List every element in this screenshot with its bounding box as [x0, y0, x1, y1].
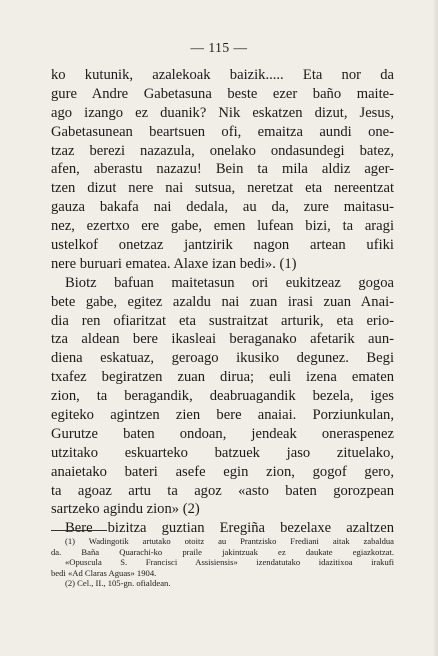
text-line: gure Andre Gabetasuna beste ezer baño maite- — [51, 85, 394, 102]
text-line: tzen dizut nere nai sutsua, neretzat eta nereentzat — [51, 180, 394, 197]
text-line: egiteko agintzen zien bere anaiai. Porziunkulan, — [51, 407, 394, 424]
body-text — [51, 66, 394, 538]
text-line: gauza bakafa nai dedala, au da, zure maitasu- — [51, 199, 394, 216]
text-line: Bere bizitza guztian Eregiña bezelaxe azaltzen — [65, 520, 394, 537]
text-line: Gurutze baten ondoan, jendeak oneraspenez — [51, 425, 394, 442]
text-line: anaietako bateri asefe egin zion, gogof gero, — [51, 463, 394, 480]
text-line: afen, aberastu nazazu! Bein ta mila aldiz ager- — [51, 161, 394, 178]
text-line: ko kutunik, azalekoak baizik..... Eta nor da — [51, 67, 394, 83]
text-line: utzitako eskuarteko batzuek jaso zituelako, — [51, 444, 394, 461]
text-line: tza aldean bere ikasleai beraganako afetarik aun- — [51, 331, 394, 348]
text-line: Gabetasunean beartsuen ofi, emaitza aundi one- — [51, 123, 394, 140]
text-line: sartzeko agindu zion» (2) — [51, 501, 200, 518]
text-line: ago izango ez duanik? Nik eskatzen dizut, Jesus, — [51, 104, 394, 121]
footnotes — [51, 536, 394, 589]
page-edge-shadow — [432, 0, 438, 656]
footnote-divider — [51, 530, 107, 531]
text-line: dia ren ofiaritzat eta sustraitzat arturik, eta erio- — [51, 312, 394, 329]
text-line: ustelkof onetzaz jantzirik nagon artean ufiki — [51, 237, 394, 254]
footnote-line: da. Baña Quarachi-ko praile jakintzuak ez daukate egiazkotzat. — [51, 546, 394, 557]
text-line: zion, ta beragandik, deabruagandik bezela, iges — [51, 388, 394, 405]
text-line: diena eskatuaz, geroago ikusiko degunez. Begi — [51, 350, 394, 367]
text-line: tzaz berezi nazazula, onelako ondasundegi batez, — [51, 142, 394, 159]
footnote-line: (1) Wadingotik artutako otoitz au Prantzisko Frediani aitak zabaldua — [65, 536, 394, 546]
text-line: ta agoaz artu ta agoz «asto baten gorozpean — [51, 482, 394, 499]
footnote-line: (2) Cel., II., 105-gn. ofialdean. — [65, 578, 171, 588]
footnote-line: bedi «Ad Claras Aguas» 1904. — [51, 567, 157, 578]
footnote-line: «Opuscula S. Francisci Assisiensis» izendatutako idazitixoa irakufi — [65, 557, 394, 567]
text-line: nez, ezertxo ere gabe, emen lufean bizi, ta aragi — [51, 218, 394, 235]
text-line: bete gabe, egitez azaldu nai zuan irasi zuan Anai- — [51, 293, 394, 310]
text-line: Biotz bafuan maitetasun ori eukitzeaz gogoa — [65, 274, 394, 291]
text-line: nere buruari ematea. Alaxe izan bedi». (1) — [51, 255, 297, 272]
text-line: txafez begiratzen zuan dirua; euli izena ematen — [51, 369, 394, 386]
page-number: — 115 — — [190, 40, 248, 55]
